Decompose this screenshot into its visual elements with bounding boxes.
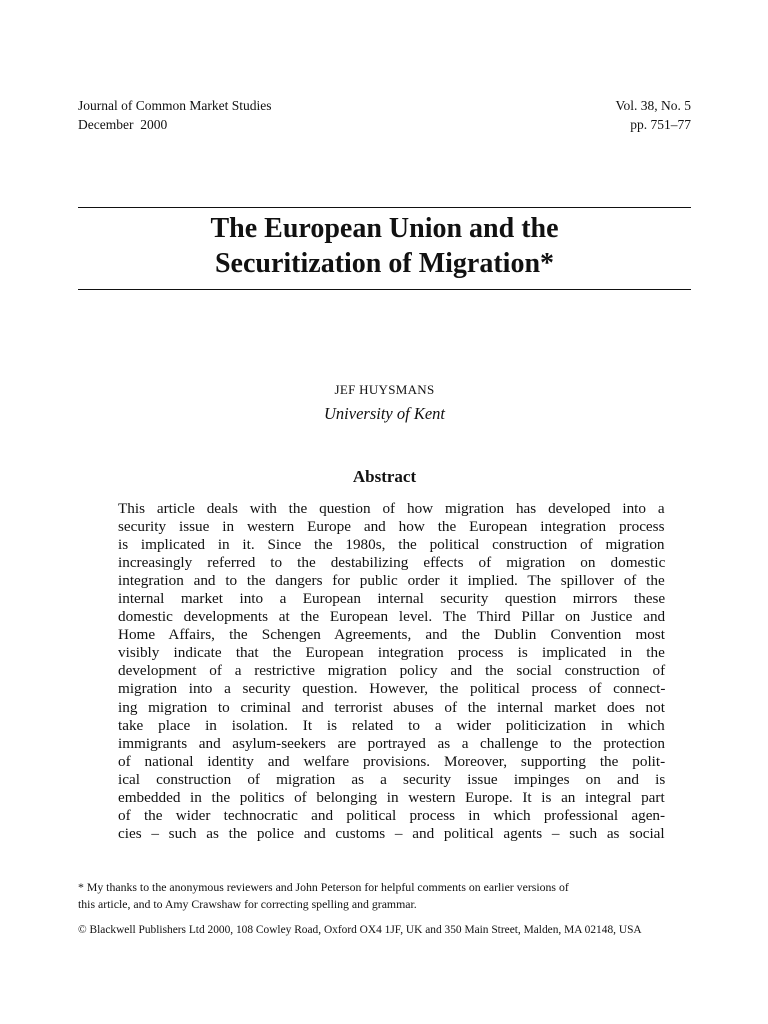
title-bottom-rule: [78, 289, 691, 290]
abstract-line: of national identity and welfare provisions. Moreover, supporting the polit-: [118, 752, 666, 770]
copyright-notice: © Blackwell Publishers Ltd 2000, 108 Cowley Road, Oxford OX4 1JF, UK and 350 Main Street, Malden, MA 02148, USA: [78, 924, 642, 936]
footnote-line-2: this article, and to Amy Crawshaw for correcting spelling and grammar.: [78, 897, 417, 911]
abstract-line: of the wider technocratic and political process in which professional agen-: [118, 806, 666, 824]
journal-header-right: [615, 96, 691, 134]
abstract-line: embedded in the politics of belonging in western Europe. It is an integral part: [118, 788, 665, 806]
abstract-line: cies – such as the police and customs – and political agents – such as social: [118, 824, 665, 842]
acknowledgement-footnote: [78, 879, 698, 913]
abstract-line: development of a restrictive migration policy and the social construction of: [118, 662, 666, 680]
title-line-2: Securitization of Migration*: [214, 248, 555, 279]
abstract-line: internal market into a European internal security question mirrors these: [118, 590, 666, 608]
abstract-text: [118, 500, 665, 843]
journal-header-left: [78, 96, 271, 134]
volume-number: Vol. 38, No. 5: [615, 98, 691, 113]
abstract-line: increasingly referred to the destabilizing effects of migration on domestic: [118, 554, 666, 572]
abstract-line: domestic developments at the European level. The Third Pillar on Justice and: [118, 608, 666, 626]
abstract-line: ing migration to criminal and terrorist abuses of the internal market does not: [118, 698, 665, 716]
abstract-line: immigrants and asylum-seekers are portrayed as a challenge to the protection: [118, 734, 665, 752]
title-line-1: The European Union and the: [210, 213, 559, 244]
abstract-line: security issue in western Europe and how the European integration process: [118, 518, 665, 536]
article-title: [78, 211, 691, 281]
issue-date: December 2000: [78, 117, 168, 132]
abstract-line: Home Affairs, the Schengen Agreements, and the Dublin Convention most: [118, 626, 665, 644]
footnote-line-1: * My thanks to the anonymous reviewers and John Peterson for helpful comments on earlier versions of: [78, 880, 569, 894]
abstract-line: migration into a security question. However, the political process of connect-: [118, 680, 666, 698]
page-range: pp. 751–77: [630, 117, 691, 132]
abstract-line: integration and to the dangers for public order it implied. The spillover of the: [118, 572, 665, 590]
abstract-line: is implicated in it. Since the 1980s, the political construction of migration: [118, 536, 665, 554]
title-top-rule: [78, 207, 691, 208]
author-affiliation: University of Kent: [324, 404, 445, 423]
abstract-line: This article deals with the question of how migration has developed into a: [118, 500, 665, 517]
abstract-line: visibly indicate that the European integration process is implicated in the: [118, 644, 665, 662]
abstract-heading: Abstract: [352, 467, 417, 486]
journal-name: Journal of Common Market Studies: [78, 98, 272, 113]
abstract-line: ical construction of migration as a security issue impinges on and is: [118, 770, 666, 788]
author-name: JEF HUYSMANS: [334, 382, 435, 397]
abstract-line: take place in isolation. It is related to a wider politicization in which: [118, 716, 665, 734]
